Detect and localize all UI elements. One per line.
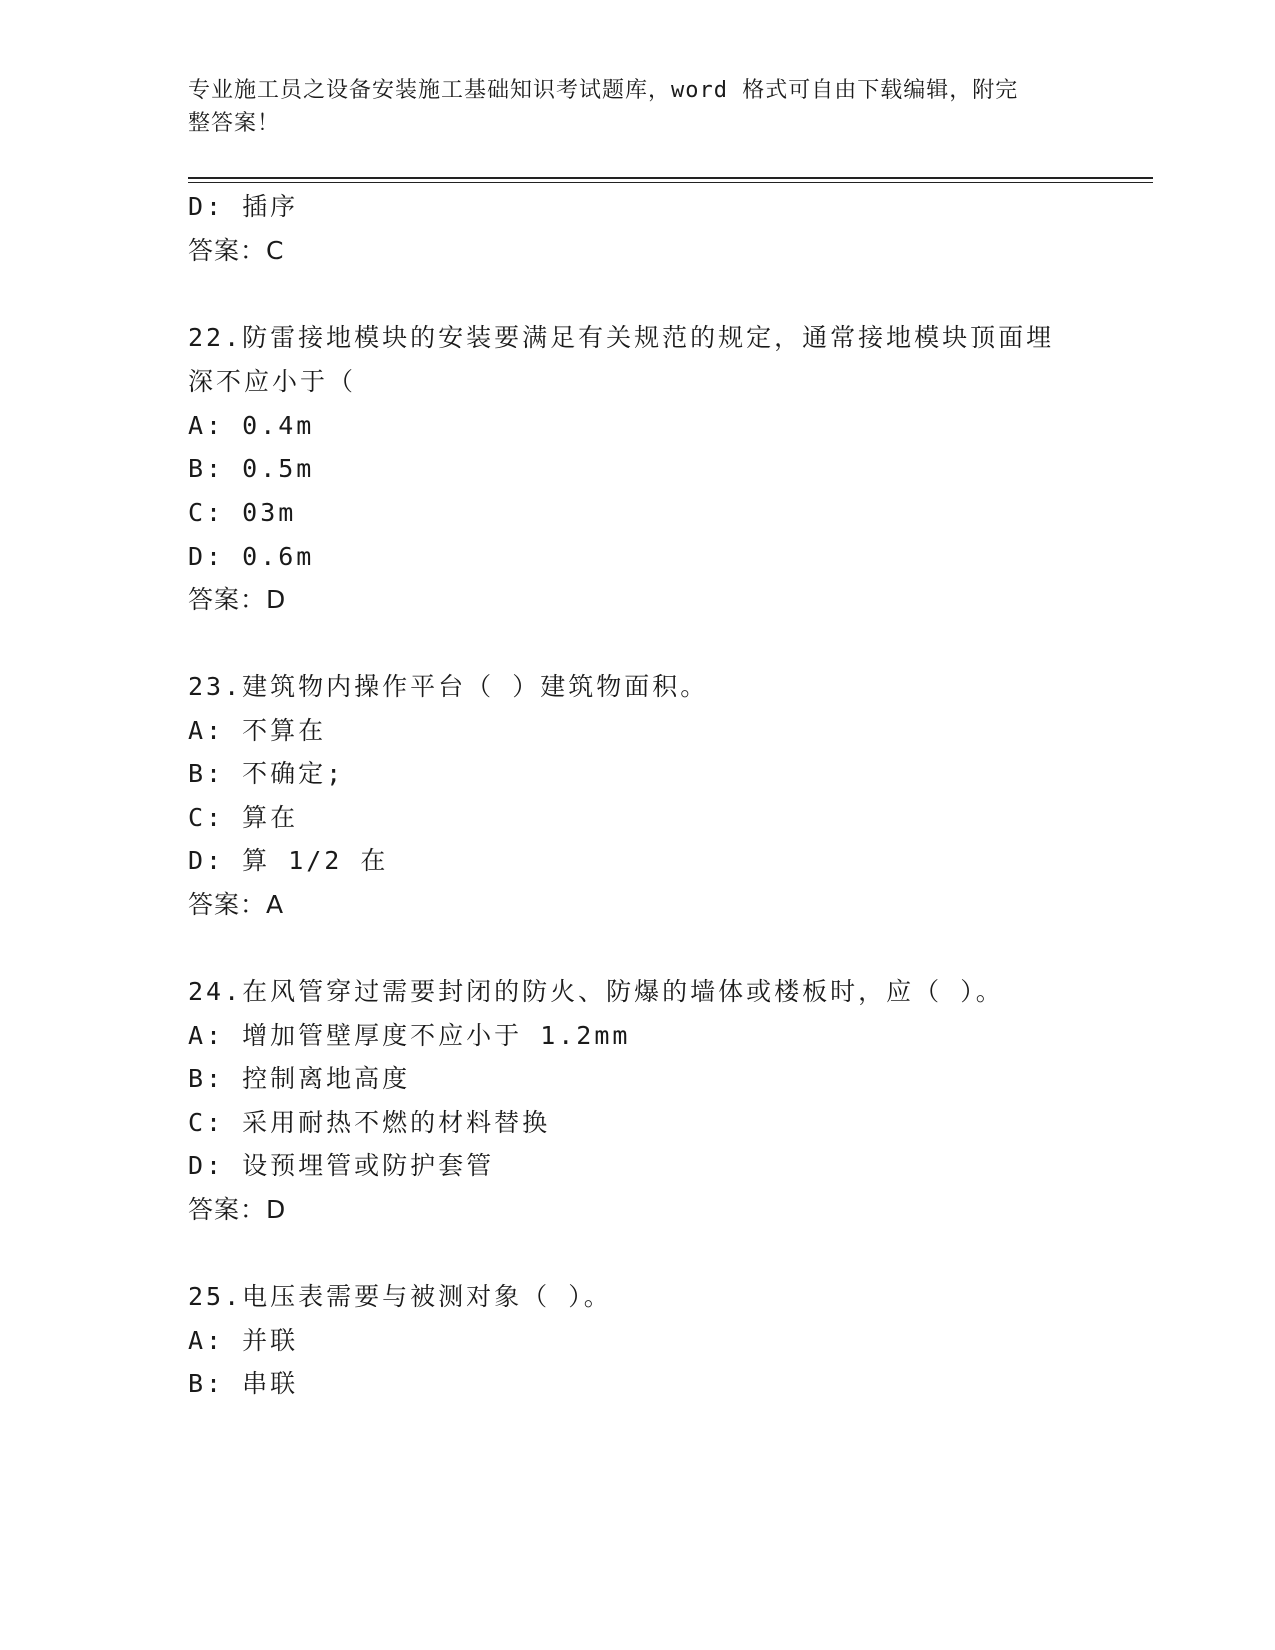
q22-answer: 答案：D: [188, 585, 287, 614]
q25-option-b: B: 串联: [188, 1369, 299, 1398]
document-header: [188, 74, 1068, 140]
header-divider-thick: [188, 177, 1153, 179]
q25-stem: 25.电压表需要与被测对象（ ）。: [188, 1282, 612, 1311]
q23-stem: 23.建筑物内操作平台（ ）建筑物面积。: [188, 672, 709, 701]
header-line-1: 专业施工员之设备安装施工基础知识考试题库，word 格式可自由下载编辑，附完: [188, 78, 1019, 103]
q22-stem-line-1: 22.防雷接地模块的安装要满足有关规范的规定，通常接地模块顶面埋: [188, 323, 1055, 352]
header-divider-thin: [188, 182, 1153, 183]
q23-option-b: B: 不确定;: [188, 759, 345, 788]
q24-option-d: D: 设预埋管或防护套管: [188, 1151, 495, 1180]
q22-option-b: B: 0.5m: [188, 454, 315, 483]
q23-option-a: A: 不算在: [188, 716, 327, 745]
q22-option-c: C: 03m: [188, 498, 297, 527]
q23-answer: 答案：A: [188, 890, 285, 919]
q23-option-c: C: 算在: [188, 803, 299, 832]
q23-option-d: D: 算 1/2 在: [188, 846, 389, 875]
q24-answer: 答案：D: [188, 1195, 287, 1224]
q24-option-c: C: 采用耐热不燃的材料替换: [188, 1108, 551, 1137]
q22-option-a: A: 0.4m: [188, 411, 315, 440]
q25-option-a: A: 并联: [188, 1326, 299, 1355]
q22-stem-line-2: 深不应小于（: [188, 367, 357, 396]
q21-answer: 答案：C: [188, 236, 285, 265]
q21-option-d: D: 插序: [188, 192, 299, 221]
q22-option-d: D: 0.6m: [188, 542, 315, 571]
q24-option-a: A: 增加管壁厚度不应小于 1.2mm: [188, 1021, 631, 1050]
header-line-2: 整答案！: [188, 111, 281, 136]
q24-option-b: B: 控制离地高度: [188, 1064, 411, 1093]
q24-stem: 24.在风管穿过需要封闭的防火、防爆的墙体或楼板时，应（ ）。: [188, 977, 1004, 1006]
